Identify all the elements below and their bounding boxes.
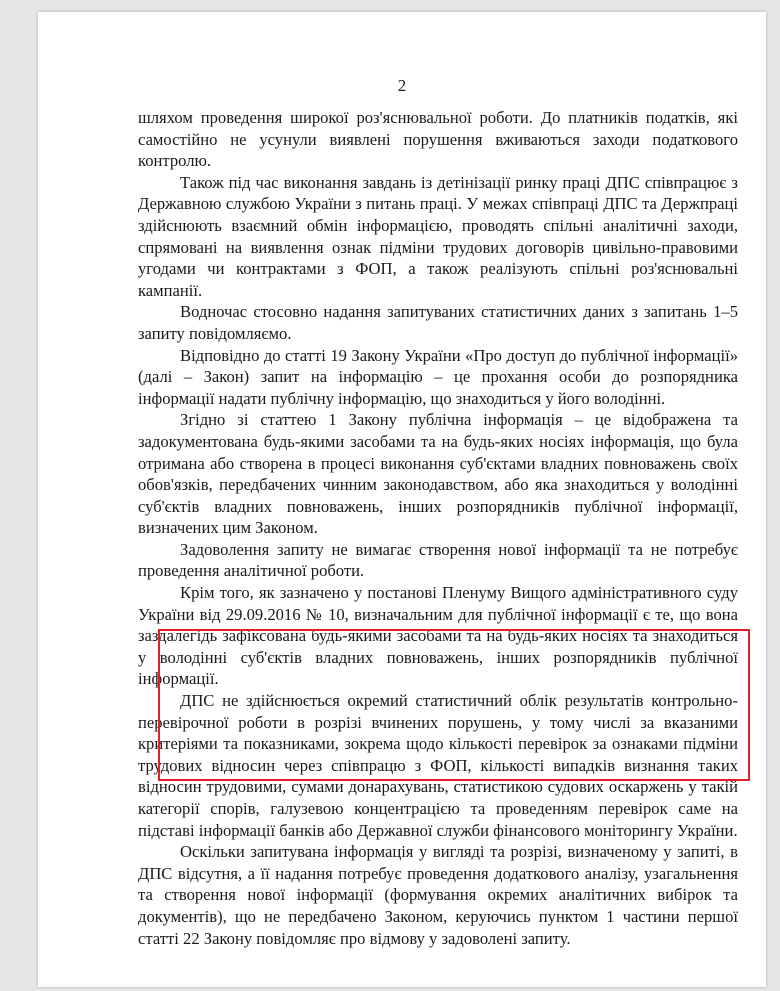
paragraph-plenum-resolution: Крім того, як зазначено у постанові Пленуму Вищого адміністративного суду України від 29.09.2016 № 10, визначальним для публічної інформації є те, що вона заздалегідь зафіксована будь-якими засобами та на будь-яких носіях та знаходиться у володінні суб'єктів владних повноважень, інших розпорядників публічної інформації. [138, 583, 738, 689]
paragraph-highlighted-no-statistics: ДПС не здійснюється окремий статистичний облік результатів контрольно-перевірочної роботи в розрізі вчинених порушень, у тому числі за вказаними критеріями та показниками, зокрема щодо кількості перевірок за ознаками підміни трудових відносин через співпрацю з ФОП, кількості випадків визнання таких відносин трудовими, сумами донарахувань, статистикою судових оскаржень у такій категорії спорів, галузевою концентрацією та проведенням перевірок саме на підставі інформації банків або Державної служби фінансового моніторингу України. [138, 691, 738, 840]
paragraph-article-19: Відповідно до статті 19 Закону України «Про доступ до публічної інформації» (далі – Закон) запит на інформацію – це прохання особи до розпорядника інформації надати публічну інформацію, що знаходиться у його володінні. [138, 345, 738, 408]
document-body [138, 107, 738, 949]
page-number: 2 [397, 76, 407, 95]
paragraph-refusal: Оскільки запитувана інформація у вигляді та розрізі, визначеному у запиті, в ДПС відсутня, а її надання потребує проведення додаткового аналізу, узагальнення та створення нової інформації (формування окремих аналітичних вибірок та документів), що не передбачено Законом, керуючись пунктом 1 частини першої статті 22 Закону повідомляє про відмову у задоволені запиту. [138, 842, 738, 948]
paragraph-statistics-intro: Водночас стосовно надання запитуваних статистичних даних з запитань 1–5 запиту повідомляємо. [138, 302, 738, 343]
paragraph-continuation: шляхом проведення широкої роз'яснювальної роботи. До платників податків, які самостійно не усунули виявлені порушення вживаються заходи податкового контролю. [138, 108, 738, 171]
paragraph-article-1: Згідно зі статтею 1 Закону публічна інформація – це відображена та задокументована будь-якими засобами та на будь-яких носіях інформація, що була отримана або створена в процесі виконання суб'єктами владних повноважень своїх обов'язків, передбачених чинним законодавством, або яка знаходиться у володінні суб'єктів владних повноважень, інших розпорядників публічної інформації, визначених цим Законом. [138, 410, 738, 538]
document-page [38, 12, 766, 987]
paragraph-cooperation-labour-service: Також під час виконання завдань із детінізації ринку праці ДПС співпрацює з Державною службою України з питань праці. У межах співпраці ДПС та Держпраці здійснюють взаємний обмін інформацією, проводять спільні аналітичні заходи, спрямовані на виявлення ознак підміни трудових договорів цивільно-правовими угодами чи контрактами з ФОП, а також реалізують спільні роз'яснювальні кампанії. [138, 172, 738, 300]
paragraph-no-new-information: Задоволення запиту не вимагає створення нової інформації та не потребує проведення аналітичної роботи. [138, 539, 738, 581]
